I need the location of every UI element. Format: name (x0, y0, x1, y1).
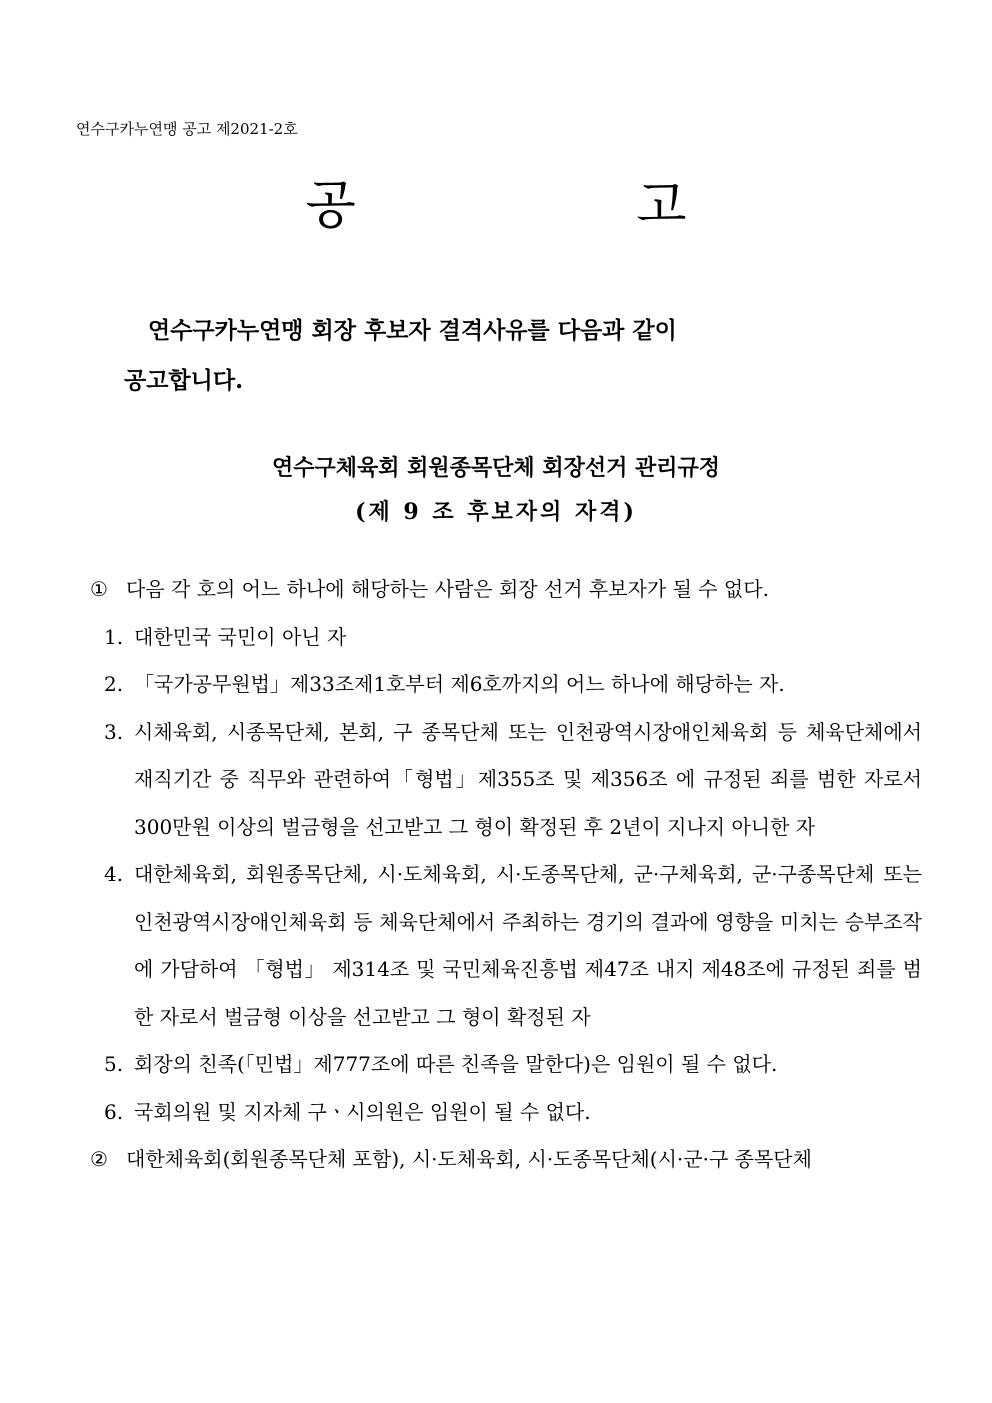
paragraph-1 (90, 566, 922, 614)
intro-statement (124, 306, 677, 406)
list-item (90, 661, 922, 709)
item-number: 3. (104, 719, 124, 744)
regulation-subtitle: (제 9 조 후보자의 자격) (355, 499, 637, 525)
notice-number: 연수구카누연맹 공고 제2021-2호 (76, 120, 298, 138)
paragraph-text: 다음 각 호의 어느 하나에 해당하는 사람은 회장 선거 후보자가 될 수 없다. (126, 577, 769, 601)
list-item (90, 614, 922, 662)
intro-line-1: 연수구카누연맹 회장 후보자 결격사유를 다음과 같이 (148, 317, 677, 344)
item-text: 국회의원 및 지자체 구ㆍ시의원은 임원이 될 수 없다. (134, 1099, 591, 1124)
item-text: 대한민국 국민이 아닌 자 (134, 624, 347, 649)
item-text: 「국가공무원법」제33조제1호부터 제6호까지의 어느 하나에 해당하는 자. (134, 672, 785, 696)
paragraph-text: 대한체육회(회원종목단체 포함), 시·도체육회, 시·도종목단체(시·군·구 종목단체 (126, 1147, 812, 1171)
intro-line-2: 공고합니다. (124, 367, 244, 394)
item-number: 6. (104, 1099, 124, 1124)
paragraph-marker: ① (90, 577, 108, 601)
paragraph-2 (90, 1136, 922, 1184)
list-item (90, 851, 922, 1041)
regulation-body (90, 566, 922, 1184)
item-number: 1. (104, 624, 124, 649)
list-item (90, 709, 922, 852)
regulation-title: 연수구체육회 회원종목단체 회장선거 관리규정 (271, 455, 721, 481)
item-text: 대한체육회, 회원종목단체, 시·도체육회, 시·도종목단체, 군·구체육회, 군·구종목단체 또는 인천광역시장애인체육회 등 체육단체에서 주최하는 경기의 결과에 영향을 미치는 승부조작에 가담하여 「형법」 제314조 및 국민체육진흥법 제47조 내지 제48조에 규정된 죄를 범한 자로서 벌금형 이상을 선고받고 그 형이 확정된 자 (134, 862, 922, 1029)
regulation-heading (0, 446, 992, 534)
item-text: 시체육회, 시종목단체, 본회, 구 종목단체 또는 인천광역시장애인체육회 등 체육단체에서 재직기간 중 직무와 관련하여「형법」제355조 및 제356조 에 규정된 죄를 범한 자로서 300만원 이상의 벌금형을 선고받고 그 형이 확정된 후 2년이 지나지 아니한 자 (134, 719, 922, 839)
item-number: 5. (104, 1052, 124, 1076)
item-number: 4. (104, 862, 124, 886)
document-title: 공 고 (305, 176, 819, 236)
item-text: 회장의 친족(「민법」제777조에 따른 친족을 말한다)은 임원이 될 수 없다. (134, 1052, 778, 1076)
item-number: 2. (104, 672, 124, 696)
paragraph-marker: ② (90, 1147, 108, 1171)
list-item (90, 1041, 922, 1089)
list-item (90, 1089, 922, 1137)
